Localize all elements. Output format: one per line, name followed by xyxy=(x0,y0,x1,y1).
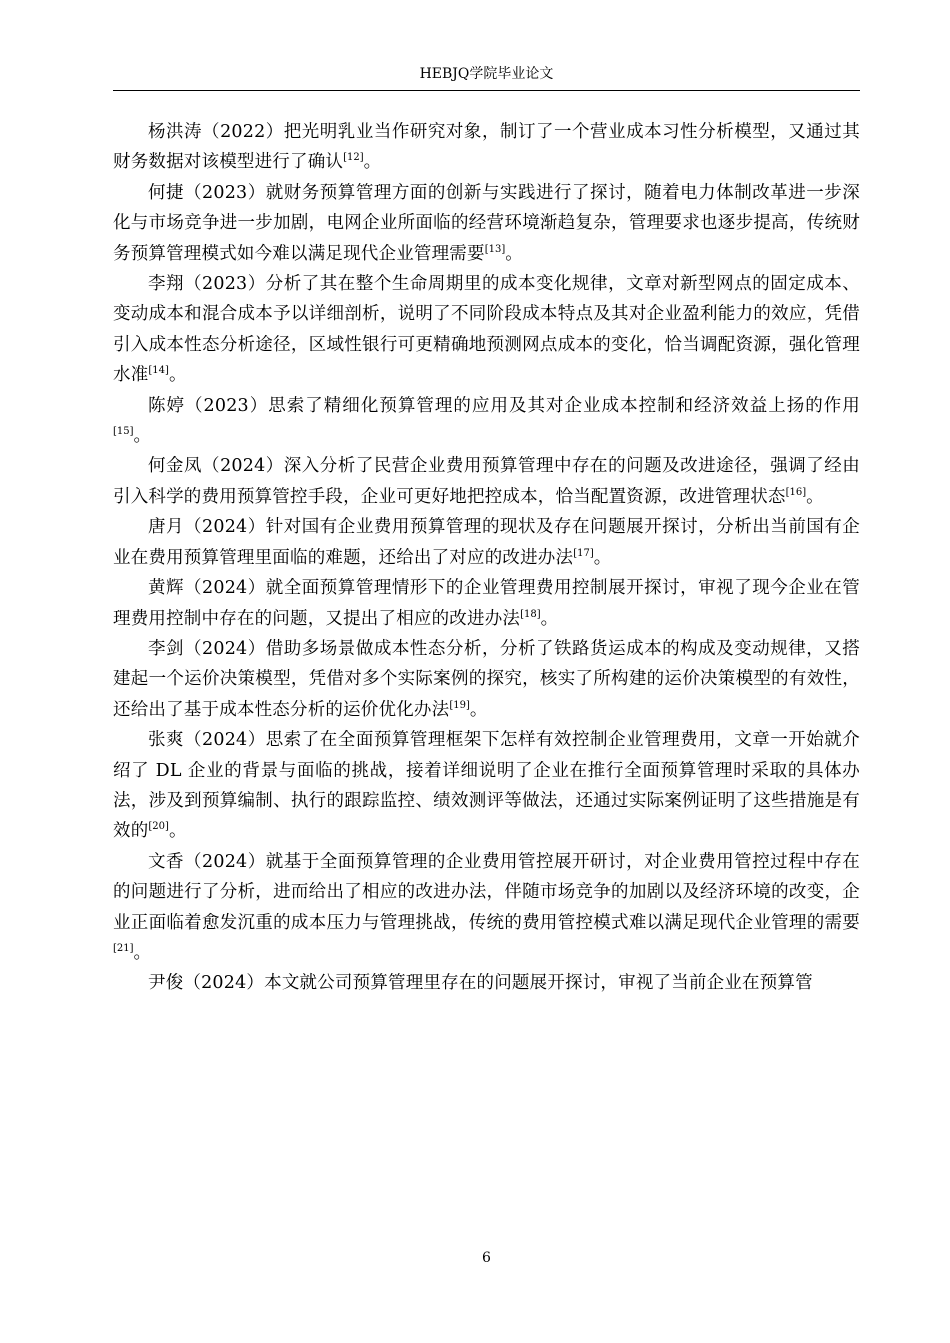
citation-marker: [19] xyxy=(449,699,470,711)
running-header: HEBJQ学院毕业论文 xyxy=(419,66,554,82)
citation-marker: [12] xyxy=(343,152,364,164)
paragraph-text: 唐月（2024）针对国有企业费用预算管理的现状及存在问题展开探讨，分析出当前国有企业在费用预算管理里面临的难题，还给出了对应的改进办法 xyxy=(113,517,860,568)
sentence-end: 。 xyxy=(363,152,382,173)
sentence-end: 。 xyxy=(469,699,488,720)
paragraph-text: 陈婷（2023）思索了精细化预算管理的应用及其对企业成本控制和经济效益上扬的作用 xyxy=(148,395,860,416)
paragraph-text: 张爽（2024）思索了在全面预算管理框架下怎样有效控制企业管理费用，文章一开始就介绍了 DL 企业的背景与面临的挑战，接着详细说明了企业在推行全面预算管理时采取的具体办法，涉及到预算编制、执行的跟踪监控、绩效测评等做法，还通过实际案例证明了这些措施是有效的 xyxy=(113,730,860,842)
paragraph-3 xyxy=(113,269,860,391)
sentence-end: 。 xyxy=(593,547,612,568)
paragraph-11 xyxy=(113,968,860,998)
citation-marker: [18] xyxy=(520,608,541,620)
citation-marker: [15] xyxy=(113,426,134,438)
citation-marker: [16] xyxy=(785,487,807,499)
paragraph-text: 何金凤（2024）深入分析了民营企业费用预算管理中存在的问题及改进途径，强调了经由引入科学的费用预算管控手段，企业可更好地把控成本，恰当配置资源，改进管理状态 xyxy=(113,456,860,507)
paragraph-7 xyxy=(113,573,860,634)
sentence-end: 。 xyxy=(168,821,187,842)
citation-marker: [20] xyxy=(148,821,169,833)
paragraph-text: 杨洪涛（2022）把光明乳业当作研究对象，制订了一个营业成本习性分析模型，又通过其财务数据对该模型进行了确认 xyxy=(113,122,860,173)
sentence-end: 。 xyxy=(505,243,523,264)
citation-marker: [17] xyxy=(573,547,594,559)
sentence-end: 。 xyxy=(168,365,187,386)
paragraph-2 xyxy=(113,178,860,269)
paragraph-text: 何捷（2023）就财务预算管理方面的创新与实践进行了探讨，随着电力体制改革进一步深化与市场竞争进一步加剧，电网企业所面临的经营环境渐趋复杂，管理要求也逐步提高，传统财务预算管理模式如今难以满足现代企业管理需要 xyxy=(113,182,860,264)
paragraph-4 xyxy=(113,391,860,452)
page-number: 6 xyxy=(482,1250,491,1266)
paragraph-6 xyxy=(113,512,860,573)
sentence-end: 。 xyxy=(133,426,152,447)
paragraph-9 xyxy=(113,725,860,847)
citation-marker: [14] xyxy=(148,365,169,377)
paragraph-text: 黄辉（2024）就全面预算管理情形下的企业管理费用控制展开探讨，审视了现今企业在管理费用控制中存在的问题，又提出了相应的改进办法 xyxy=(113,578,860,629)
paragraph-1 xyxy=(113,117,860,178)
paragraph-10 xyxy=(113,847,860,969)
sentence-end: 。 xyxy=(133,942,152,963)
paragraph-5 xyxy=(113,451,860,512)
sentence-end: 。 xyxy=(806,486,824,507)
citation-marker: [21] xyxy=(113,943,134,955)
header-rule xyxy=(113,90,860,91)
paragraph-text: 文香（2024）就基于全面预算管理的企业费用管控展开研讨，对企业费用管控过程中存在的问题进行了分析，进而给出了相应的改进办法，伴随市场竞争的加剧以及经济环境的改变，企业正面临着愈发沉重的成本压力与管理挑战，传统的费用管控模式难以满足现代企业管理的需要 xyxy=(113,851,860,933)
sentence-end: 。 xyxy=(540,608,559,629)
paragraph-text: 尹俊（2024）本文就公司预算管理里存在的问题展开探讨，审视了当前企业在预算管 xyxy=(148,973,813,994)
paragraph-8 xyxy=(113,634,860,725)
paragraph-text: 李剑（2024）借助多场景做成本性态分析，分析了铁路货运成本的构成及变动规律，又搭建起一个运价决策模型，凭借对多个实际案例的探究，核实了所构建的运价决策模型的有效性，还给出了基于成本性态分析的运价优化办法 xyxy=(113,638,860,720)
document-body xyxy=(113,117,860,999)
paragraph-text: 李翔（2023）分析了其在整个生命周期里的成本变化规律，文章对新型网点的固定成本、变动成本和混合成本予以详细剖析，说明了不同阶段成本特点及其对企业盈利能力的效应，凭借引入成本性态分析途径，区域性银行可更精确地预测网点成本的变化，恰当调配资源，强化管理水准 xyxy=(113,274,860,386)
citation-marker: [13] xyxy=(484,243,506,255)
